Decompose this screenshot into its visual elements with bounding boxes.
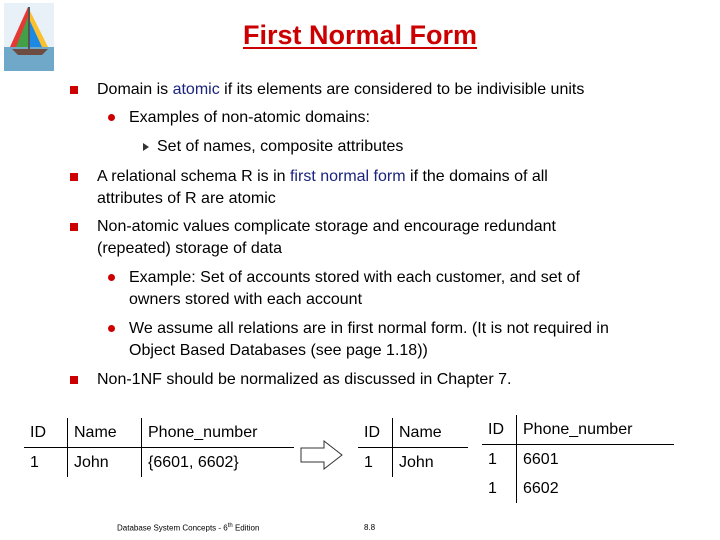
bullet-triangle-icon — [143, 143, 149, 151]
bullet-non-1nf: Non-1NF should be normalized as discussed in Chapter 7. — [97, 371, 512, 388]
bullet-atomic-domain: Domain is atomic if its elements are considered to be indivisible units — [97, 81, 585, 98]
table-cell: {6601, 6602} — [148, 453, 239, 471]
bullet-non-atomic-values: Non-atomic values complicate storage and encourage redundant (repeated) storage of data — [97, 218, 556, 257]
table-cell: 1 — [482, 445, 517, 475]
bullet-dot-icon — [108, 114, 115, 121]
phone-table — [482, 415, 674, 503]
header-cell: Name — [68, 418, 142, 448]
footer-book-title: Database System Concepts - 6th Edition — [117, 523, 260, 533]
slide-title: First Normal Form — [242, 20, 478, 50]
header-cell: ID — [358, 418, 393, 448]
header-cell: ID — [482, 415, 517, 445]
table-cell: 6601 — [523, 450, 559, 468]
table-header-row — [24, 418, 294, 448]
header-cell: Name — [399, 423, 442, 441]
table-cell: 1 — [24, 448, 68, 478]
bullet-example-accounts: Example: Set of accounts stored with each customer, and set of owners stored with each account — [129, 269, 580, 308]
header-cell: ID — [24, 418, 68, 448]
bullet-assume-1nf: We assume all relations are in first normal form. (It is not required in Object Based Databases (see page 1.18)) — [129, 320, 609, 359]
table-row — [482, 445, 674, 475]
table-cell: 6602 — [523, 479, 559, 497]
header-cell: Phone_number — [148, 423, 258, 441]
bullet-non-atomic-examples: Examples of non-atomic domains: — [129, 109, 370, 126]
table-row — [24, 448, 294, 478]
bullet-square-icon — [70, 86, 78, 94]
table-cell: 1 — [358, 448, 393, 478]
bullet-square-icon — [70, 376, 78, 384]
bullet-set-of-names: Set of names, composite attributes — [157, 138, 404, 155]
table-header-row — [482, 415, 674, 445]
non-1nf-table — [24, 418, 294, 477]
table-cell: John — [68, 448, 142, 478]
bullet-square-icon — [70, 223, 78, 231]
bullet-first-normal-form: A relational schema R is in first normal form if the domains of all attributes of R are atomic — [97, 168, 548, 207]
table-row — [358, 448, 468, 478]
table-header-row — [358, 418, 468, 448]
table-cell: John — [399, 453, 434, 471]
bullet-square-icon — [70, 173, 78, 181]
table-cell: 1 — [482, 474, 517, 503]
bullet-dot-icon — [108, 274, 115, 281]
header-cell: Phone_number — [523, 420, 633, 438]
right-arrow-icon — [300, 440, 344, 470]
customer-table — [358, 418, 468, 477]
footer-page-number: 8.8 — [364, 523, 376, 532]
table-row — [482, 474, 674, 503]
bullet-dot-icon — [108, 325, 115, 332]
